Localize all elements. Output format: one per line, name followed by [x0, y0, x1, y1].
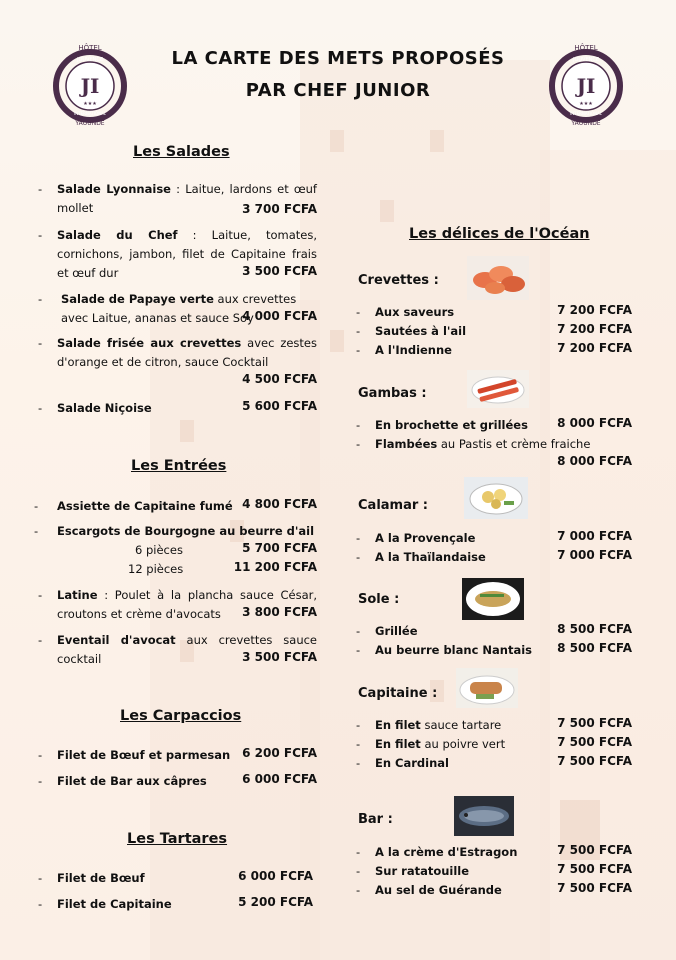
menu-item-calamar-thailandaise: [356, 548, 486, 567]
bullet: -: [38, 292, 43, 306]
logo-ring-text: JOUVENCE: [572, 57, 600, 63]
bullet: -: [38, 897, 43, 911]
logo-monogram: JI: [576, 74, 596, 98]
item-price: 8 000 FCFA: [557, 416, 632, 430]
menu-title-line-2: PAR CHEF JUNIOR: [245, 80, 431, 101]
logo-stars: ★★★: [579, 101, 593, 107]
subsection-title-capitaine: Capitaine :: [358, 686, 438, 701]
item-name: A la Provençale: [375, 531, 476, 545]
menu-item-capitaine-poivre: [356, 735, 506, 754]
menu-title-line-1: LA CARTE DES METS PROPOSÉS: [171, 48, 505, 69]
item-desc: aux crevettes sauce cocktail: [57, 633, 318, 666]
bullet: -: [356, 343, 361, 357]
section-title-salades: Les Salades: [133, 144, 230, 160]
logo-monogram: JI: [80, 74, 100, 98]
section-title-ocean: Les délices de l'Océan: [409, 226, 590, 242]
bullet: -: [38, 748, 43, 762]
item-price: 7 500 FCFA: [557, 881, 632, 895]
item-name: Sautées à l'ail: [375, 324, 467, 338]
item-name: Salade Lyonnaise: [57, 182, 171, 196]
item-name: Filet de Capitaine: [57, 897, 172, 911]
bullet: -: [38, 228, 43, 242]
item-desc: : Laitue, lardons et œuf mollet: [57, 182, 317, 215]
bullet: -: [38, 182, 43, 196]
menu-item-bar-estragon: [356, 843, 518, 862]
item-price: 4 500 FCFA: [242, 372, 317, 386]
bullet: -: [356, 437, 361, 451]
item-desc: : Laitue, tomates, cornichons, jambon, filet de Capitaine frais et œuf dur: [57, 228, 317, 280]
menu-item-crevettes-saveurs: [356, 303, 455, 322]
bullet: -: [356, 305, 361, 319]
item-option: 6 pièces: [135, 543, 183, 557]
item-desc: : Poulet à la plancha sauce César, croutons et crème d'avocats: [57, 588, 317, 621]
item-price: 8 500 FCFA: [557, 641, 632, 655]
item-name: Eventail d'avocat: [57, 633, 176, 647]
menu-item-capitaine-cardinal: [356, 754, 449, 773]
menu-item-bar-ratatouille: [356, 862, 470, 881]
sole-photo: [462, 578, 524, 620]
item-price: 7 000 FCFA: [557, 548, 632, 562]
subsection-title-crevettes: Crevettes :: [358, 273, 439, 288]
item-desc: au poivre vert: [420, 737, 506, 751]
menu-item-bar-sel-guerande: [356, 881, 502, 900]
item-name: A l'Indienne: [375, 343, 452, 357]
item-price: 3 800 FCFA: [242, 605, 317, 619]
item-price: 5 200 FCFA: [238, 895, 313, 909]
item-price: 3 500 FCFA: [242, 650, 317, 664]
bullet: -: [356, 756, 361, 770]
menu-item-calamar-provencale: [356, 529, 476, 548]
menu-item-crevettes-indienne: [356, 341, 452, 360]
menu-item-sole-grillee: [356, 622, 418, 641]
item-price: 7 500 FCFA: [557, 735, 632, 749]
capitaine-photo: [456, 668, 518, 708]
item-price: 8 500 FCFA: [557, 622, 632, 636]
item-price: 11 200 FCFA: [233, 560, 317, 574]
item-price: 5 700 FCFA: [242, 541, 317, 555]
crevettes-photo: [467, 256, 529, 300]
bullet: -: [34, 499, 39, 513]
bullet: -: [356, 718, 361, 732]
item-name: Salade frisée aux crevettes: [57, 336, 242, 350]
item-option: 12 pièces: [128, 562, 184, 576]
bar-photo: [454, 796, 514, 836]
item-name: Flambées: [375, 437, 438, 451]
item-desc: aux crevettes avec Laitue, ananas et sauce Soy: [61, 292, 297, 325]
bullet: -: [356, 324, 361, 338]
bullet: -: [356, 531, 361, 545]
item-price: 3 500 FCFA: [242, 264, 317, 278]
bullet: -: [356, 845, 361, 859]
item-name: Filet de Bar aux câpres: [57, 774, 207, 788]
menu-item-capitaine-tartare: [356, 716, 502, 735]
item-price: 7 500 FCFA: [557, 716, 632, 730]
bullet: -: [38, 774, 43, 788]
bullet: -: [38, 336, 43, 350]
logo-ring-text-2: INTERNATIONAL: [569, 111, 603, 116]
item-price: 3 700 FCFA: [242, 202, 317, 216]
item-name: Grillée: [375, 624, 418, 638]
menu-item-crevettes-ail: [356, 322, 467, 341]
item-name: En filet: [375, 737, 421, 751]
item-name: Au sel de Guérande: [375, 883, 502, 897]
calamar-photo: [464, 477, 528, 519]
item-name: Filet de Bœuf: [57, 871, 145, 885]
item-name: Assiette de Capitaine fumé: [57, 499, 233, 513]
subsection-title-bar: Bar :: [358, 812, 393, 827]
section-title-tartares: Les Tartares: [127, 831, 228, 847]
logo-top-text: HÔTEL: [574, 44, 598, 52]
logo-ring-text-2: INTERNATIONAL: [73, 111, 107, 116]
menu-item-gambas-brochette: [356, 416, 528, 435]
bullet: -: [38, 588, 43, 602]
item-price: 7 500 FCFA: [557, 862, 632, 876]
menu-item-salade-frisee: [38, 334, 317, 372]
gambas-photo: [467, 370, 529, 408]
item-price: 6 000 FCFA: [242, 772, 317, 786]
bullet: -: [38, 633, 43, 647]
logo-city: YAOUNDÉ: [75, 120, 105, 126]
item-name: En Cardinal: [375, 756, 449, 770]
bullet: -: [356, 550, 361, 564]
logo-city: YAOUNDÉ: [571, 120, 601, 126]
menu-item-gambas-flambees: [356, 435, 591, 454]
item-name: Salade de Papaye verte: [61, 292, 214, 306]
item-name: A la Thaïlandaise: [375, 550, 486, 564]
item-price: 7 200 FCFA: [557, 322, 632, 336]
item-name: Salade Niçoise: [57, 401, 152, 415]
item-name: Escargots de Bourgogne au beurre d'ail: [57, 524, 315, 538]
menu-item-sole-beurre-blanc: [356, 641, 533, 660]
item-name: En filet: [375, 718, 421, 732]
item-name: Salade du Chef: [57, 228, 178, 242]
bullet: -: [38, 401, 43, 415]
section-title-entrees: Les Entrées: [131, 458, 227, 474]
logo-stars: ★★★: [83, 101, 97, 107]
item-price: 4 800 FCFA: [242, 497, 317, 511]
item-price: 6 200 FCFA: [242, 746, 317, 760]
item-name: En brochette et grillées: [375, 418, 528, 432]
item-price: 6 000 FCFA: [238, 869, 313, 883]
item-price: 7 200 FCFA: [557, 341, 632, 355]
item-price: 7 500 FCFA: [557, 754, 632, 768]
subsection-title-sole: Sole :: [358, 592, 400, 607]
bullet: -: [34, 524, 39, 538]
item-desc: avec zestes d'orange et de citron, sauce Cocktail: [57, 336, 317, 369]
subsection-title-calamar: Calamar :: [358, 498, 428, 513]
item-price: 8 000 FCFA: [557, 454, 632, 468]
menu-item-escargots: [34, 522, 327, 541]
bullet: -: [356, 883, 361, 897]
bullet: -: [356, 737, 361, 751]
logo-top-text: HÔTEL: [78, 44, 102, 52]
item-name: Filet de Bœuf et parmesan: [57, 748, 231, 762]
item-price: 4 000 FCFA: [242, 309, 317, 323]
item-price: 5 600 FCFA: [242, 399, 317, 413]
item-name: A la crème d'Estragon: [375, 845, 518, 859]
section-title-carpaccios: Les Carpaccios: [120, 708, 242, 724]
bullet: -: [356, 418, 361, 432]
item-desc: au Pastis et crème fraiche: [437, 437, 591, 451]
logo-ring-text: JOUVENCE: [76, 57, 104, 63]
bullet: -: [356, 864, 361, 878]
item-price: 7 200 FCFA: [557, 303, 632, 317]
item-name: Latine: [57, 588, 98, 602]
item-name: Aux saveurs: [375, 305, 455, 319]
subsection-title-gambas: Gambas :: [358, 386, 427, 401]
bullet: -: [356, 643, 361, 657]
bullet: -: [356, 624, 361, 638]
item-name: Au beurre blanc Nantais: [375, 643, 533, 657]
item-desc: sauce tartare: [420, 718, 502, 732]
item-name: Sur ratatouille: [375, 864, 470, 878]
item-price: 7 500 FCFA: [557, 843, 632, 857]
item-price: 7 000 FCFA: [557, 529, 632, 543]
bullet: -: [38, 871, 43, 885]
